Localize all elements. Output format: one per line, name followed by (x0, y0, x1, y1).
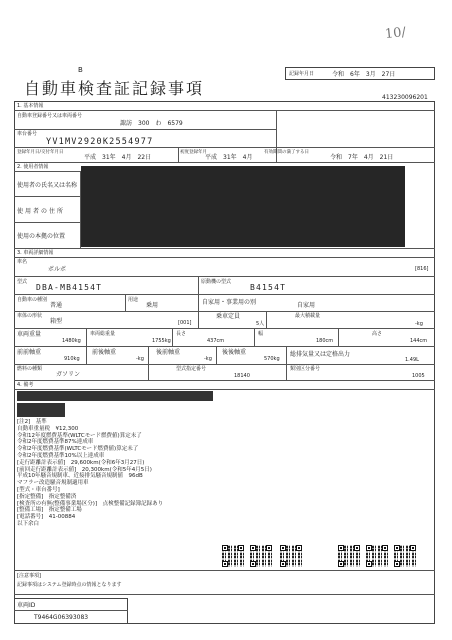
section1-heading: 1. 基本情報 (17, 103, 44, 109)
note-line: 令和2年度燃費基準87%達成車 (17, 439, 94, 446)
expiry-value: 令和 7年 4月 21日 (330, 154, 394, 161)
vehicle-type-label: 自動車の種別 (17, 297, 48, 303)
vehicle-id-label: 車両ID (17, 602, 36, 609)
reg-value: 諏訪 300 わ 6579 (120, 120, 183, 127)
weight-value: 1480kg (62, 338, 81, 344)
note-line: [注2] 基準 (17, 419, 47, 425)
footer-note-label: [注意事項] (17, 573, 41, 579)
gross-weight-value: 1755kg (152, 338, 171, 344)
base-location-label: 使用の本拠の位置 (17, 233, 66, 240)
note-line: 自動車重量税 ¥12,300 (17, 425, 79, 432)
height-value: 144cm (410, 338, 428, 344)
shape-value: 箱型 (50, 318, 63, 325)
maker-code: [816] (415, 266, 429, 272)
user-address-label: 使用者の住所 (17, 208, 66, 215)
width-label: 幅 (258, 331, 264, 337)
header-letter-b: B (78, 66, 83, 74)
fuel-label: 燃料の種類 (17, 366, 43, 372)
footer-note-text: 記録事項はシステム登録時点の情報となります (17, 582, 122, 588)
note-line: [型式・車台番号] (17, 486, 60, 493)
expiry-label: 有効期間の満了する日 (264, 150, 309, 155)
note-line: 令和12年度燃費基準(WLTCモード燃費値)算定未了 (17, 432, 142, 439)
maker-label: 車名 (17, 259, 28, 265)
section4-heading: 4. 備考 (17, 382, 34, 388)
note-line: [整備工場] 指定整備工場 (17, 507, 82, 514)
note-line: [電話番号] 41-00884 (17, 514, 76, 521)
user-name-label: 使用者の氏名又は名称 (17, 182, 78, 189)
shape-label: 車体の形状 (17, 313, 43, 319)
chassis-label: 車台番号 (17, 131, 38, 137)
displacement-label: 総排気量又は定格出力 (290, 351, 351, 358)
record-date-label: 記録年月日 (289, 71, 315, 77)
type-designation-value: 18140 (234, 373, 250, 379)
category-value: 1005 (412, 373, 425, 379)
first-reg-value: 平成 31年 4月 22日 (84, 154, 152, 161)
note-line: [検査所の有無(整備事業場区分)] 点検整備記録簿記録あり (17, 500, 164, 507)
max-load-value: -kg (415, 321, 423, 327)
first-reg-label: 登録年月日/交付年月日 (17, 150, 64, 155)
doc-number: 413230096201 (382, 94, 428, 101)
rear-axle-value: 570kg (264, 356, 280, 362)
fuel-value: ガソリン (56, 371, 81, 378)
note-line: 平成10年騒音規制車、近接排気騒音規制値 96dB (17, 473, 143, 480)
redacted-notes-header (17, 391, 213, 401)
note-line: 令和2年度燃費基準10%以上達成車 (17, 452, 105, 459)
note-line: [指定整備] 指定整備済 (17, 493, 77, 500)
model-value: DBA-MB4154T (36, 283, 103, 292)
capacity-value: 5人 (256, 321, 265, 327)
reg-label: 自動車登録番号又は車両番号 (17, 113, 83, 119)
use-label: 用途 (128, 297, 139, 303)
qr-code-3 (280, 545, 302, 567)
engine-value: B4154T (250, 283, 287, 292)
first-date-label: 初度登録年月 (180, 150, 207, 155)
qr-code-2 (250, 545, 272, 567)
front-rear-axle-value: -kg (136, 356, 144, 362)
record-date-box (285, 67, 435, 80)
first-date-value: 平成 31年 4月 (205, 154, 253, 161)
chassis-value: YV1MV2920K2554977 (46, 137, 154, 147)
engine-label: 原動機の型式 (201, 279, 232, 285)
note-line: 令和2年度燃費基準(WLTCモード燃費値)算定未了 (17, 446, 139, 453)
model-label: 型式 (17, 279, 28, 285)
category-label: 類別区分番号 (290, 366, 321, 372)
purpose-label: 自家用・事業用の別 (202, 299, 257, 306)
page-title: 自動車検査証記録事項 (24, 79, 205, 98)
front-axle-label: 前前軸重 (17, 349, 42, 356)
front-axle-value: 910kg (64, 356, 80, 362)
length-label: 長さ (176, 331, 187, 337)
record-date-value: 令和 6年 3月 27日 (332, 71, 396, 78)
handwritten-page-number: 10/ (384, 24, 407, 43)
max-load-label: 最大積載量 (295, 313, 321, 319)
qr-code-6 (394, 545, 416, 567)
note-line: 以下余白 (17, 520, 40, 527)
purpose-value: 自家用 (297, 302, 316, 309)
section3-heading: 3. 車両詳細情報 (17, 250, 54, 256)
shape-code: [001] (178, 320, 192, 326)
capacity-label: 乗車定員 (216, 313, 241, 320)
vehicle-type-value: 普通 (50, 302, 63, 309)
note-line: [前回走行距離計表示値] 20,300km(令和5年4月5日) (17, 466, 152, 473)
qr-code-1 (222, 545, 244, 567)
redacted-notes-block (17, 403, 65, 417)
vehicle-id-value: T9464G06393083 (34, 614, 89, 621)
note-line: [走行距離計表示値] 29,600km(令和6年3月27日) (17, 459, 145, 466)
rear-front-axle-value: -kg (204, 356, 212, 362)
rear-front-axle-label: 後前軸重 (156, 349, 181, 356)
note-line: マフラー改造騒音規制適用車 (17, 480, 89, 487)
qr-code-5 (366, 545, 388, 567)
weight-label: 車両重量 (17, 331, 42, 338)
width-value: 180cm (316, 338, 334, 344)
length-value: 437cm (207, 338, 225, 344)
use-value: 乗用 (146, 302, 159, 309)
notes-list (17, 419, 247, 528)
height-label: 高さ (372, 331, 383, 337)
front-rear-axle-label: 前後軸重 (92, 349, 117, 356)
gross-weight-label: 車両総重量 (90, 331, 116, 337)
type-designation-label: 型式指定番号 (176, 366, 207, 372)
maker-value: ボルボ (48, 266, 67, 273)
redacted-user-info (81, 166, 405, 247)
qr-code-4 (338, 545, 360, 567)
rear-axle-label: 後後軸重 (222, 349, 247, 356)
displacement-value: 1.49L (405, 357, 419, 363)
section2-heading: 2. 使用者情報 (17, 164, 49, 170)
